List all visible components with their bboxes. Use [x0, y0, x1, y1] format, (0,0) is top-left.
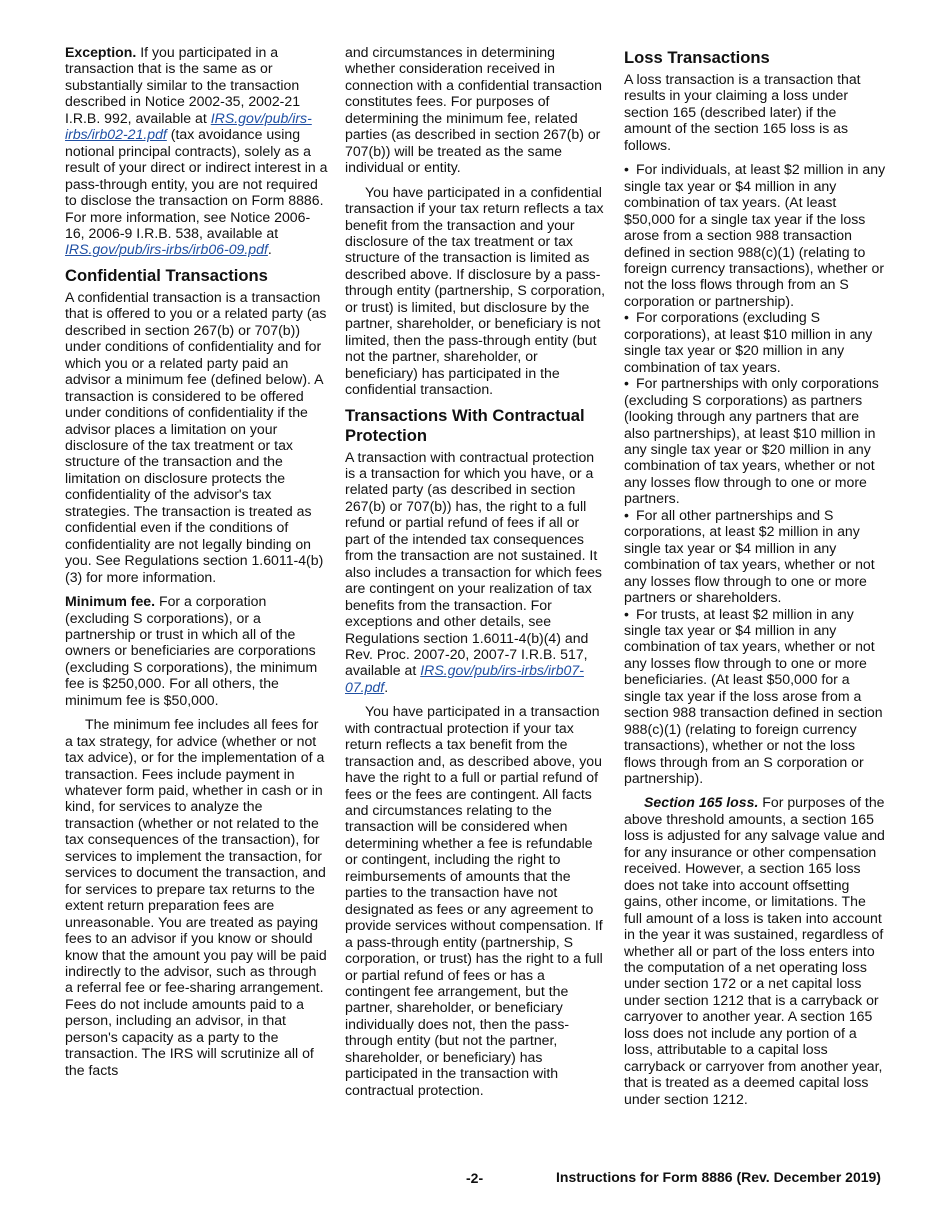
- irb07-07-link[interactable]: IRS.gov/pub/irs-irbs/irb07-07.pdf: [345, 662, 584, 695]
- contractual-protection-text-1: A transaction with contractual protection is a transaction for which you have, or a related party (as described in section 267(b) or 707(b)) has, the right to a full refund or partial refund of fees if all or part of the intended tax consequences from the transaction are not sustained. It also includes a transaction for which fees are contingent on your realization of tax benefits from the transaction. For exceptions and other details, see Regulations section 1.6011-4(b)(4) and Rev. Proc. 2007-20, 2007-7 I.R.B. 517, available at: [345, 448, 602, 679]
- exception-text-1: If you participated in a transaction that is the same as or substantially similar to the transaction described in Notice 2002-35, 2002-21 I.R.B. 992, available at: [65, 44, 301, 126]
- participated-confidential-paragraph: You have participated in a confidential transaction if your tax return reflects a tax benefit from the transaction and your disclosure of the tax treatment or tax structure of the transaction is limited as described above. If disclosure by a pass-through entity (partnership, S corporation, or trust) is limited, but disclosure by the partner, shareholder, or beneficiary is not limited, then the pass-through entity (but not the partner, shareholder, or beneficiary) has participated in the confidential transaction.: [345, 183, 606, 398]
- confidential-transactions-heading: Confidential Transactions: [65, 265, 268, 285]
- participated-contractual-paragraph: You have participated in a transaction with contractual protection if your tax return reflects a tax benefit from the transaction and, as described above, you have the right to a full or partial refund of fees or the fees are contingent. All facts and circumstances relating to the transaction will be considered when determining whether a fee is refundable or contingent, including the right to reimbursements of amounts that the parties to the transaction have not designated as fees or any agreement to provide services without compensation. If a pass-through entity (partnership, S corporation, or trust) has the right to a full or partial refund of fees or has a contingent fee arrangement, but the partner, shareholder, or beneficiary individually does not, then the pass-through entity (but not the partner, shareholder, or beneficiary) has participated in the transaction with contractual protection.: [345, 703, 603, 1098]
- contractual-protection-text-2: .: [384, 678, 389, 695]
- loss-threshold-list: [624, 161, 887, 786]
- contractual-protection-paragraph: [345, 449, 607, 696]
- section-165-loss-paragraph: [624, 794, 887, 1107]
- irb06-09-link[interactable]: IRS.gov/pub/irs-irbs/irb06-09.pdf: [65, 241, 268, 258]
- exception-text-3: .: [267, 241, 272, 258]
- confidential-transactions-paragraph: A confidential transaction is a transaction that is offered to you or a related party (as described in section 267(b) or 707(b)) under conditions of confidentiality and for which you or a related party paid an advisor a minimum fee (defined below). A transaction is considered to be offered under conditions of confidentiality if the advisor places a limitation on your disclosure of the tax treatment or tax structure of the transaction and the limitation on disclosure protects the confidentiality of the advisor's tax strategies. The transaction is treated as confidential even if the conditions of confidentiality are not legally binding on you. See Regulations section 1.6011-4(b)(3) for more information.: [65, 288, 327, 585]
- section-165-loss-text: For purposes of the above threshold amounts, a section 165 loss is adjusted for any salvage value and for any insurance or other compensation received. However, a section 165 loss does not take into account offsetting gains, other income, or limitations. The full amount of a loss is taken into account in the year it was sustained, regardless of whether all or part of the loss enters into the computation of a net operating loss under section 172 or a net capital loss under section 1212 that is a carryback or carryover to another year. A section 165 loss does not include any portion of a loss, attributable to a capital loss carryback or carryover from another year, that is treated as a deemed capital loss under section 1212.: [624, 794, 885, 1107]
- column-middle: [345, 44, 607, 1106]
- exception-paragraph: [65, 44, 328, 258]
- list-item: • For partnerships with only corporations (excluding S corporations) as partners (looking through any partners that are also partnerships), at least $10 million in any single tax year or $20 million in any combination of tax years, whether or not any losses flow through to one or more partners.: [624, 375, 887, 507]
- minimum-fee-text: For a corporation (excluding S corporations), or a partnership or trust in which all of the owners or beneficiaries are corporations (excluding S corporations), the minimum fee is $250,000. For all others, the minimum fee is $50,000.: [65, 593, 318, 708]
- loss-transactions-paragraph: A loss transaction is a transaction that results in your claiming a loss under section 165 (described later) if the amount of the section 165 loss is as follows.: [624, 71, 861, 153]
- column-right: [624, 44, 887, 1115]
- exception-text-2: (tax avoidance using notional principal contracts), solely as a result of your direct or indirect interest in a pass-through entity, you are not required to disclose the transaction on Form 8886. For more information, see Notice 2006-16, 2006-9 I.R.B. 538, available at: [65, 126, 328, 241]
- irb02-21-link[interactable]: IRS.gov/pub/irs-irbs/irb02-21.pdf: [65, 109, 312, 143]
- exception-lead: Exception.: [65, 44, 137, 60]
- list-item: • For individuals, at least $2 million in any single tax year or $4 million in any combination of tax years. (At least $50,000 for a single tax year if the loss arose from a section 988 transaction defined in section 988(c)(1) (relating to foreign currency transactions), whether or not the loss flows through from an S corporation or partnership).: [624, 161, 887, 309]
- list-item: • For trusts, at least $2 million in any single tax year or $4 million in any combination of tax years, whether or not any losses flow through to one or more beneficiaries. (At least $50,000 for a single tax year if the loss arose from a section 988 transaction defined in section 988(c)(1) (relating to foreign currency transactions), whether or not the loss flows through from an S corporation or partnership).: [624, 606, 887, 787]
- section-165-loss-lead: Section 165 loss.: [644, 794, 759, 811]
- page-number: -2-: [466, 1170, 484, 1186]
- fees-continuation-paragraph: and circumstances in determining whether consideration received in connection with a confidential transaction constitutes fees. For purposes of determining the minimum fee, related parties (as described in section 267(b) or 707(b)) will be treated as the same individual or entity.: [345, 44, 602, 176]
- column-left: [65, 44, 328, 1086]
- minimum-fee-paragraph-2: The minimum fee includes all fees for a tax strategy, for advice (whether or not tax advice), or for the implementation of a transaction. Fees include payment in whatever form paid, whether in cash or in kind, for services to analyze the transaction (whether or not related to the tax consequences of the transaction), for services to implement the transaction, for services to document the transaction, and for services to prepare tax returns to the extent return preparation fees are unreasonable. You are treated as paying fees to an advisor if you know or should know that the amount you pay will be paid indirectly to the advisor, such as through a referral fee or fee-sharing arrangement. Fees do not include amounts paid to a person, including an advisor, in that person's capacity as a party to the transaction. The IRS will scrutinize all of the facts: [65, 716, 327, 1078]
- contractual-protection-heading: Transactions With Contractual Protection: [345, 405, 585, 445]
- minimum-fee-paragraph: [65, 593, 328, 708]
- list-item: • For all other partnerships and S corporations, at least $2 million in any single tax year or $4 million in any combination of tax years, whether or not any losses flow through to one or more partners or shareholders.: [624, 507, 887, 606]
- loss-transactions-heading: Loss Transactions: [624, 48, 770, 67]
- form-title-footer: Instructions for Form 8886 (Rev. December 2019): [556, 1169, 881, 1185]
- minimum-fee-lead: Minimum fee.: [65, 593, 156, 610]
- list-item: • For corporations (excluding S corporations), at least $10 million in any single tax year or $20 million in any combination of tax years.: [624, 309, 887, 375]
